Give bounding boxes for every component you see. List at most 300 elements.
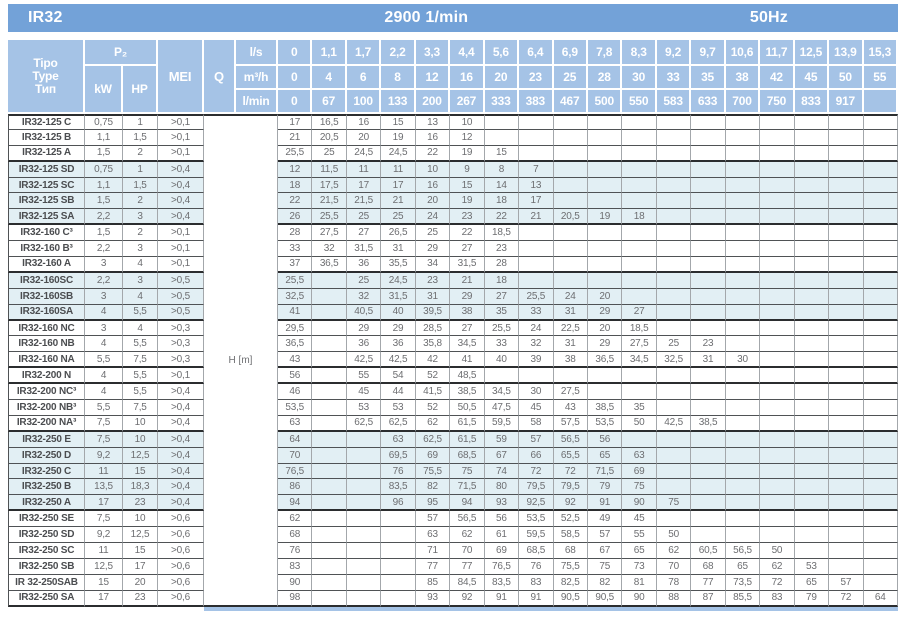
head-value-cell: 92,5 (519, 495, 553, 511)
head-value-cell: 23 (691, 336, 725, 352)
mei-cell: >0,4 (158, 193, 204, 209)
head-value-cell (829, 146, 863, 162)
head-value-cell: 63 (416, 527, 450, 543)
hp-cell: 23 (123, 495, 158, 511)
head-value-cell: 22,5 (554, 321, 588, 337)
head-value-cell: 16 (416, 130, 450, 146)
head-value-cell: 32,5 (657, 352, 691, 368)
head-value-cell: 57 (829, 575, 863, 591)
spec-table (8, 40, 898, 607)
head-value-cell (829, 495, 863, 511)
flow-ls-cell: 1,7 (347, 40, 381, 66)
hp-cell: 7,5 (123, 352, 158, 368)
head-value-cell: 57 (416, 511, 450, 527)
head-value-cell (312, 495, 346, 511)
mei-cell: >0,4 (158, 384, 204, 400)
hp-column-header: HP (123, 66, 158, 114)
head-value-cell (829, 511, 863, 527)
head-value-cell (726, 416, 760, 432)
pump-name-cell: IR32-160SC (8, 273, 85, 289)
hp-cell: 2 (123, 146, 158, 162)
head-value-cell: 66 (519, 448, 553, 464)
head-value-cell (657, 321, 691, 337)
mei-cell: >0,1 (158, 130, 204, 146)
head-value-cell: 34,5 (622, 352, 656, 368)
head-value-cell (485, 368, 519, 384)
head-value-cell (760, 241, 794, 257)
head-value-cell: 27,5 (312, 225, 346, 241)
head-value-cell (588, 162, 622, 178)
head-value-cell (760, 416, 794, 432)
hp-cell: 5,5 (123, 336, 158, 352)
pump-name-cell: IR32-200 NA³ (8, 416, 85, 432)
head-value-cell: 36,5 (588, 352, 622, 368)
head-value-cell (554, 146, 588, 162)
head-value-cell (726, 225, 760, 241)
head-value-cell: 82 (588, 575, 622, 591)
head-value-cell (657, 209, 691, 225)
head-value-cell: 32 (312, 241, 346, 257)
head-value-cell: 71 (416, 543, 450, 559)
flow-lmin-cell: 267 (450, 90, 484, 114)
head-value-cell: 50 (760, 543, 794, 559)
head-value-cell (312, 384, 346, 400)
head-value-cell (864, 368, 898, 384)
head-value-cell (829, 336, 863, 352)
head-value-cell (622, 432, 656, 448)
head-value-cell (829, 527, 863, 543)
pump-name-cell: IR32-250 SB (8, 559, 85, 575)
head-value-cell: 35 (622, 400, 656, 416)
hp-cell: 3 (123, 209, 158, 225)
hp-cell: 18,3 (123, 479, 158, 495)
type-label-en: Type (32, 68, 59, 83)
flow-m3h-cell: 35 (691, 66, 725, 90)
head-value-cell (760, 130, 794, 146)
head-value-cell (347, 527, 381, 543)
head-value-cell: 29 (381, 321, 415, 337)
head-value-cell (829, 400, 863, 416)
head-value-cell: 82 (416, 479, 450, 495)
flow-m3h-cell: 25 (554, 66, 588, 90)
head-value-cell (864, 511, 898, 527)
head-value-cell: 20 (416, 193, 450, 209)
title-bar (8, 4, 898, 32)
head-value-cell (347, 448, 381, 464)
head-value-cell (691, 305, 725, 321)
pump-name-cell: IR32-160SB (8, 289, 85, 305)
head-value-cell (622, 241, 656, 257)
head-value-cell (760, 448, 794, 464)
mei-cell: >0,1 (158, 241, 204, 257)
head-value-cell: 23 (450, 209, 484, 225)
head-value-cell (864, 305, 898, 321)
head-value-cell: 53,5 (519, 511, 553, 527)
head-value-cell (657, 448, 691, 464)
head-value-cell: 58,5 (554, 527, 588, 543)
head-value-cell: 11,5 (312, 162, 346, 178)
head-value-cell: 27,5 (554, 384, 588, 400)
head-value-cell: 70 (657, 559, 691, 575)
head-value-cell (691, 162, 725, 178)
kw-cell: 1,5 (85, 225, 123, 241)
head-value-cell: 35,5 (381, 257, 415, 273)
head-value-cell: 53 (381, 400, 415, 416)
head-value-cell: 25 (312, 146, 346, 162)
head-value-cell (726, 400, 760, 416)
head-value-cell (622, 162, 656, 178)
kw-cell: 2,2 (85, 241, 123, 257)
head-value-cell: 19 (381, 130, 415, 146)
head-value-cell: 28 (278, 225, 312, 241)
head-value-cell: 53 (347, 400, 381, 416)
mei-cell: >0,1 (158, 146, 204, 162)
head-value-cell: 33 (278, 241, 312, 257)
head-value-cell (588, 146, 622, 162)
unit-lmin-label: l/min (236, 90, 278, 114)
head-value-cell (760, 495, 794, 511)
head-value-cell (519, 114, 553, 130)
pump-name-cell: IR32-125 SA (8, 209, 85, 225)
head-value-cell (691, 511, 725, 527)
pump-name-cell: IR32-160 C³ (8, 225, 85, 241)
flow-lmin-cell: 333 (485, 90, 519, 114)
head-value-cell (554, 193, 588, 209)
bottom-accent-strip (204, 607, 898, 611)
head-value-cell: 27 (622, 305, 656, 321)
kw-cell: 11 (85, 464, 123, 480)
head-value-cell: 18 (485, 193, 519, 209)
head-value-cell: 61,5 (450, 432, 484, 448)
flow-lmin-cell: 750 (760, 90, 794, 114)
head-value-cell: 20 (588, 321, 622, 337)
kw-cell: 1,1 (85, 178, 123, 194)
head-value-cell: 13 (519, 178, 553, 194)
head-value-cell: 35 (485, 305, 519, 321)
hp-cell: 2 (123, 193, 158, 209)
head-value-cell: 61,5 (450, 416, 484, 432)
head-value-cell (829, 559, 863, 575)
mei-cell: >0,6 (158, 591, 204, 607)
head-value-cell (381, 527, 415, 543)
head-value-cell (588, 384, 622, 400)
mei-cell: >0,4 (158, 162, 204, 178)
head-value-cell (795, 527, 829, 543)
head-value-cell: 68 (691, 559, 725, 575)
head-value-cell (760, 479, 794, 495)
flow-lmin-cell: 0 (278, 90, 312, 114)
p2-column-header: P₂ (85, 40, 158, 66)
head-value-cell (829, 289, 863, 305)
kw-cell: 1,5 (85, 193, 123, 209)
head-value-cell (829, 241, 863, 257)
head-value-cell: 42,5 (347, 352, 381, 368)
head-value-cell: 59,5 (519, 527, 553, 543)
flow-m3h-cell: 50 (829, 66, 863, 90)
head-value-cell (829, 193, 863, 209)
head-value-cell (347, 543, 381, 559)
mei-cell: >0,5 (158, 289, 204, 305)
flow-lmin-cell: 500 (588, 90, 622, 114)
head-value-cell: 90 (278, 575, 312, 591)
head-value-cell: 38 (554, 352, 588, 368)
head-value-cell: 31,5 (450, 257, 484, 273)
head-value-cell (312, 591, 346, 607)
head-value-cell (726, 384, 760, 400)
head-value-cell (657, 146, 691, 162)
head-value-cell: 41,5 (416, 384, 450, 400)
head-value-cell: 36,5 (278, 336, 312, 352)
head-value-cell (519, 130, 553, 146)
head-value-cell (622, 146, 656, 162)
head-value-cell: 83,5 (381, 479, 415, 495)
head-value-cell: 47,5 (485, 400, 519, 416)
head-value-cell (829, 178, 863, 194)
head-value-cell: 31,5 (347, 241, 381, 257)
head-value-cell: 93 (416, 591, 450, 607)
head-value-cell: 63 (278, 416, 312, 432)
head-value-cell (829, 114, 863, 130)
head-value-cell: 41 (450, 352, 484, 368)
flow-m3h-cell: 55 (864, 66, 898, 90)
hp-cell: 4 (123, 289, 158, 305)
head-value-cell: 25 (381, 209, 415, 225)
head-value-cell: 45 (519, 400, 553, 416)
head-value-cell: 16,5 (312, 114, 346, 130)
head-value-cell (726, 479, 760, 495)
head-value-cell (864, 495, 898, 511)
unit-m3h-label: m³/h (236, 66, 278, 90)
head-value-cell (312, 416, 346, 432)
flow-m3h-cell: 45 (795, 66, 829, 90)
flow-m3h-cell: 6 (347, 66, 381, 90)
pump-name-cell: IR32-125 B (8, 130, 85, 146)
kw-cell: 15 (85, 575, 123, 591)
head-value-cell: 30 (726, 352, 760, 368)
head-value-cell (795, 416, 829, 432)
head-value-cell (657, 130, 691, 146)
head-value-cell: 57,5 (554, 416, 588, 432)
head-value-cell (760, 146, 794, 162)
head-value-cell (347, 591, 381, 607)
head-value-cell (312, 400, 346, 416)
head-value-cell: 62 (450, 527, 484, 543)
head-value-cell (347, 495, 381, 511)
head-value-cell: 22 (485, 209, 519, 225)
kw-cell: 7,5 (85, 416, 123, 432)
head-value-cell: 52 (416, 400, 450, 416)
head-value-cell (485, 114, 519, 130)
mei-cell: >0,3 (158, 336, 204, 352)
kw-cell: 9,2 (85, 527, 123, 543)
head-value-cell: 41 (278, 305, 312, 321)
head-value-cell (864, 146, 898, 162)
hp-cell: 2 (123, 225, 158, 241)
mei-cell: >0,6 (158, 543, 204, 559)
head-value-cell: 20,5 (312, 130, 346, 146)
head-value-cell (864, 178, 898, 194)
mei-column-header: MEI (158, 40, 204, 114)
head-value-cell (726, 448, 760, 464)
head-value-cell: 32,5 (278, 289, 312, 305)
head-value-cell (726, 495, 760, 511)
head-value-cell (657, 464, 691, 480)
head-value-cell (691, 225, 725, 241)
head-value-cell: 68,5 (450, 448, 484, 464)
head-value-cell: 40 (485, 352, 519, 368)
head-value-cell: 69,5 (381, 448, 415, 464)
head-value-cell: 50 (657, 527, 691, 543)
pump-name-cell: IR32-200 NC³ (8, 384, 85, 400)
head-value-cell (347, 479, 381, 495)
head-value-cell: 65 (726, 559, 760, 575)
hp-cell: 15 (123, 543, 158, 559)
head-value-cell: 90 (622, 495, 656, 511)
head-value-cell: 72 (760, 575, 794, 591)
head-value-cell (760, 257, 794, 273)
flow-ls-cell: 8,3 (622, 40, 656, 66)
head-value-cell (760, 321, 794, 337)
pump-name-cell: IR32-250 D (8, 448, 85, 464)
head-value-cell: 34,5 (485, 384, 519, 400)
head-value-cell (726, 432, 760, 448)
flow-lmin-cell: 633 (691, 90, 725, 114)
hp-cell: 4 (123, 257, 158, 273)
head-value-cell (864, 527, 898, 543)
head-value-cell: 75 (450, 464, 484, 480)
head-value-cell: 74 (485, 464, 519, 480)
head-value-cell (760, 368, 794, 384)
head-value-cell (588, 130, 622, 146)
head-value-cell (864, 241, 898, 257)
head-value-cell: 65 (588, 448, 622, 464)
head-value-cell (312, 368, 346, 384)
head-value-cell: 55 (622, 527, 656, 543)
head-value-cell: 57 (588, 527, 622, 543)
head-value-cell: 75,5 (554, 559, 588, 575)
head-value-cell: 91 (588, 495, 622, 511)
head-value-cell (864, 321, 898, 337)
head-value-cell (726, 305, 760, 321)
flow-ls-cell: 13,9 (829, 40, 863, 66)
head-value-cell (795, 511, 829, 527)
head-value-cell: 11 (347, 162, 381, 178)
head-value-cell: 68 (278, 527, 312, 543)
kw-column-header: kW (85, 66, 123, 114)
head-value-cell: 43 (554, 400, 588, 416)
head-value-cell: 28,5 (416, 321, 450, 337)
head-value-cell: 82,5 (554, 575, 588, 591)
head-value-cell: 50,5 (450, 400, 484, 416)
head-value-cell (864, 416, 898, 432)
head-value-cell: 83,5 (485, 575, 519, 591)
head-value-cell (657, 479, 691, 495)
head-value-cell (554, 178, 588, 194)
head-value-cell (622, 114, 656, 130)
flow-lmin-cell: 383 (519, 90, 553, 114)
hp-cell: 1,5 (123, 130, 158, 146)
head-value-cell: 15 (450, 178, 484, 194)
kw-cell: 2,2 (85, 273, 123, 289)
flow-ls-cell: 9,2 (657, 40, 691, 66)
head-value-cell: 80 (485, 479, 519, 495)
head-value-cell (588, 257, 622, 273)
flow-lmin-cell: 917 (829, 90, 863, 114)
head-value-cell: 32 (519, 336, 553, 352)
kw-cell: 2,2 (85, 209, 123, 225)
head-value-cell: 98 (278, 591, 312, 607)
head-value-cell: 52 (416, 368, 450, 384)
head-value-cell (864, 225, 898, 241)
mei-cell: >0,6 (158, 527, 204, 543)
head-value-cell: 44 (381, 384, 415, 400)
head-value-cell: 14 (485, 178, 519, 194)
mei-cell: >0,5 (158, 273, 204, 289)
head-value-cell (864, 432, 898, 448)
head-value-cell: 81 (622, 575, 656, 591)
head-value-cell (622, 273, 656, 289)
head-value-cell: 91 (519, 591, 553, 607)
head-value-cell: 90 (622, 591, 656, 607)
mei-cell: >0,1 (158, 257, 204, 273)
hp-cell: 1 (123, 114, 158, 130)
flow-ls-cell: 1,1 (312, 40, 346, 66)
head-value-cell: 42 (416, 352, 450, 368)
head-value-cell (864, 209, 898, 225)
head-value-cell: 34 (416, 257, 450, 273)
head-value-cell (760, 289, 794, 305)
head-value-cell: 21 (519, 209, 553, 225)
head-value-cell: 29 (588, 336, 622, 352)
head-value-cell: 27 (347, 225, 381, 241)
head-value-cell (829, 321, 863, 337)
head-value-cell (864, 352, 898, 368)
head-value-cell (312, 559, 346, 575)
pump-name-cell: IR32-250 E (8, 432, 85, 448)
head-value-cell: 67 (485, 448, 519, 464)
mei-cell: >0,5 (158, 305, 204, 321)
head-value-cell: 62,5 (347, 416, 381, 432)
head-value-cell: 72 (829, 591, 863, 607)
kw-cell: 11 (85, 543, 123, 559)
type-label-ru: Тип (35, 81, 56, 96)
flow-m3h-cell: 28 (588, 66, 622, 90)
head-value-cell: 71,5 (450, 479, 484, 495)
head-value-cell: 27,5 (622, 336, 656, 352)
head-value-cell: 72 (554, 464, 588, 480)
head-value-cell: 31 (554, 336, 588, 352)
head-value-cell (657, 162, 691, 178)
head-value-cell (760, 464, 794, 480)
head-value-cell (691, 527, 725, 543)
head-value-cell (864, 193, 898, 209)
head-value-cell (760, 273, 794, 289)
head-value-cell: 83 (760, 591, 794, 607)
flow-ls-cell: 15,3 (864, 40, 898, 66)
head-value-cell (795, 336, 829, 352)
head-value-cell: 72 (519, 464, 553, 480)
head-value-cell (760, 432, 794, 448)
hp-cell: 20 (123, 575, 158, 591)
head-value-cell: 20 (347, 130, 381, 146)
flow-lmin-cell: 700 (726, 90, 760, 114)
head-value-cell: 15 (485, 146, 519, 162)
head-value-cell: 94 (278, 495, 312, 511)
head-value-cell: 24,5 (381, 146, 415, 162)
head-value-cell: 69 (416, 448, 450, 464)
head-value-cell (829, 352, 863, 368)
mei-cell: >0,4 (158, 400, 204, 416)
